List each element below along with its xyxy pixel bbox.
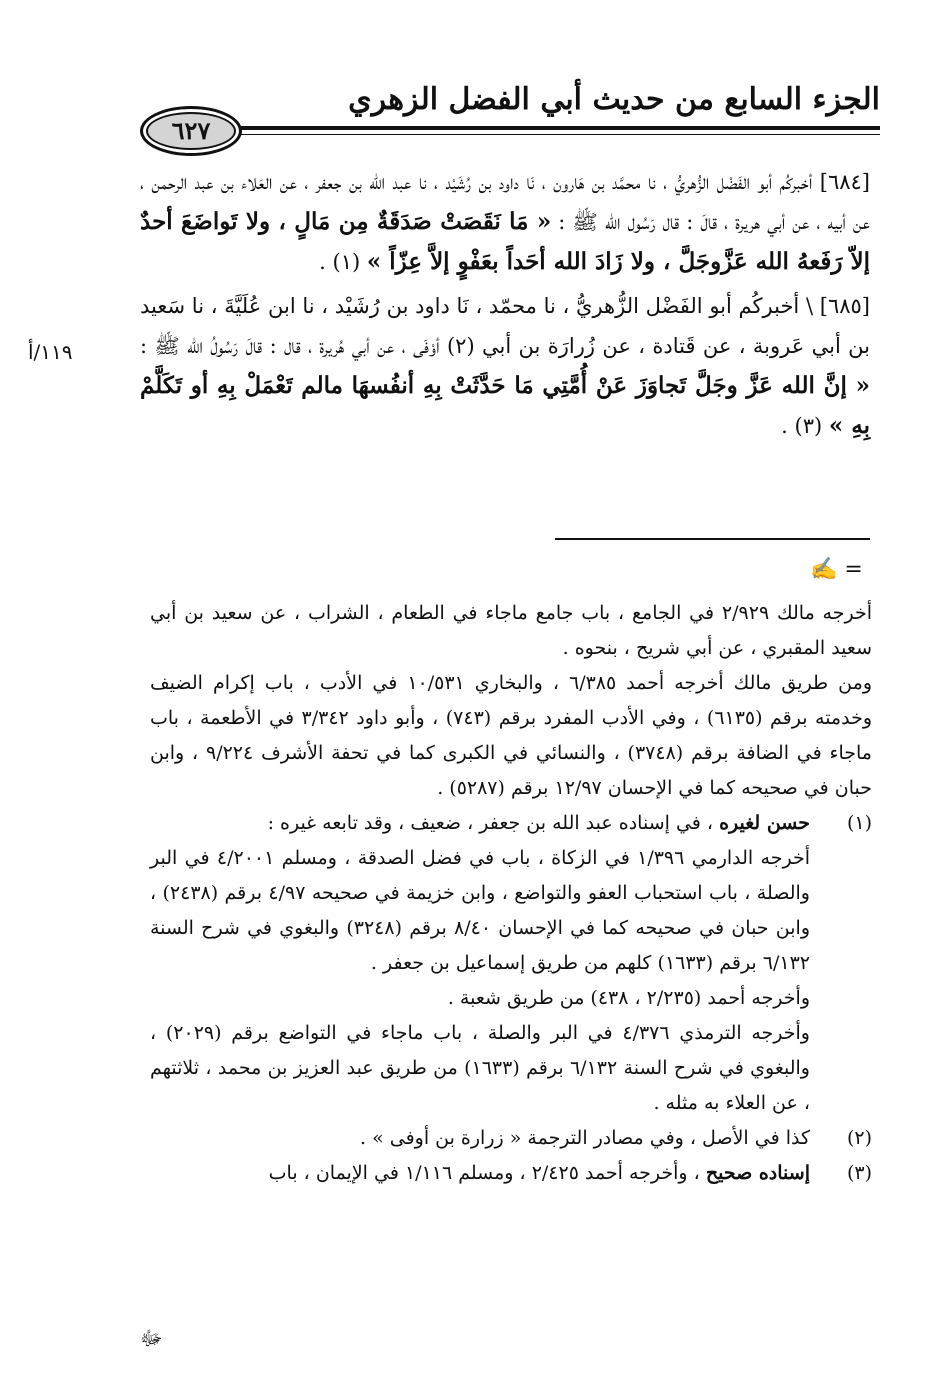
header-rule [180, 126, 880, 130]
main-text [140, 162, 870, 450]
footnote-ref: (٣) . [781, 414, 823, 438]
header-rule-thin [180, 134, 880, 135]
footnote-3 [150, 1156, 872, 1191]
hadith-matn: « مَا نَقَصَتْ صَدَقَةٌ مِن مَالٍ ، ولا تَواضَعَ أحدٌ إلاّ رَفَعهُ الله عَزَّوجَلَّ ، ولا زَادَ الله أحَداً بعَفْوٍ إلاَّ عِزّاً » [140, 208, 870, 275]
margin-folio-note: ١١٩/أ [28, 340, 73, 364]
hadith-684 [140, 162, 870, 282]
hadith-isnad: [٦٨٤] أخبركُم أبو الفَضْل الزُّهريُّ ، نا محمَّد بن هَارون ، نَا داود بن رُشَيْد ، نا عبد الله بن جعفر ، عن العَلاء بن عبد الرحمن ، عن أبيه ، عن أبي هريرة ، قالَ : قال رَسُول الله ﷺ : [140, 170, 870, 234]
footnote-text: ، وأخرجه أحمد ٢/٤٢٥ ، ومسلم ١/١١٦ في الإيمان ، باب [268, 1162, 700, 1184]
catchword-mark: ﷻ [140, 1326, 163, 1350]
page-number: ٦٢٧ [171, 116, 211, 145]
hadith-isnad: [٦٨٥] \ أخبركُم أبو الفَضْل الزُّهريُّ ، نا محمّد ، نَا داود بن رُشَيْد ، نا ابن عُلَيَّةَ ، نا سَعيد بن أبي عَروبة ، عن قَتادة ، عن زُرارَة بن أبي (٢) أوْفَى ، عن أبي هُريرة ، قال : قالَ رَسُولُ الله ﷺ : [140, 294, 870, 358]
footnotes [150, 596, 872, 1191]
hadith-matn: « إنَّ الله عَزَّ وجَلَّ تَجاوَزَ عَنْ أُمَّتِي مَا حَدَّثَتْ بِهِ أنفُسهَا مالم تَعْمَلْ بِهِ أو تَكَلَّمْ بِهِ » [140, 372, 870, 439]
running-header [140, 82, 880, 152]
footnote-grade: حسن لغيره [719, 812, 810, 834]
footnote-number: (٢) [846, 1127, 872, 1149]
footnote-text: ، في إسناده عبد الله بن جعفر ، ضعيف ، وقد تابعه غيره : [267, 812, 714, 834]
footnote-continuation-para: ومن طريق مالك أخرجه أحمد ٦/٣٨٥ ، والبخاري ١٠/٥٣١ في الأدب ، باب إكرام الضيف وخدمته برقم (٦١٣٥) ، وفي الأدب المفرد برقم (٧٤٣) ، وأبو داود ٣/٣٤٢ في الأطعمة ، باب ماجاء في الضافة برقم (٣٧٤٨) ، والنسائي في الكبرى كما في تحفة الأشرف ٩/٢٢٤ ، وابن حبان في صحيحه كما في الإحسان ١٢/٩٧ برقم (٥٢٨٧) . [150, 672, 873, 799]
continuation-mark: = ✍ [810, 557, 863, 582]
footnote-number: (٣) [846, 1162, 872, 1184]
footnote-divider [555, 538, 870, 540]
hadith-685 [140, 286, 870, 446]
footnote-para: وأخرجه أحمد (٢/٢٣٥ ، ٤٣٨) من طريق شعبة . [447, 987, 810, 1009]
footnote-1 [150, 806, 872, 841]
footnote-number: (١) [846, 812, 872, 834]
footnote-2 [150, 1121, 872, 1156]
footnote-grade: إسناده صحيح [705, 1162, 810, 1184]
footnote-para: وأخرجه الترمذي ٤/٣٧٦ في البر والصلة ، باب ماجاء في التواضع برقم (٢٠٢٩) ، والبغوي في شرح السنة ٦/١٣٢ برقم (١٦٣٣) من طريق عبد العزيز بن محمد ، ثلاثتهم ، عن العلاء به مثله . [150, 1022, 810, 1114]
footnote-text: كذا في الأصل ، وفي مصادر الترجمة « زرارة بن أوفى » . [359, 1127, 810, 1149]
footnote-continuation-para: أخرجه مالك ٢/٩٢٩ في الجامع ، باب جامع ماجاء في الطعام ، الشراب ، عن سعيد بن أبي سعيد المقبري ، عن أبي شريح ، بنحوه . [150, 602, 872, 659]
header-title: الجزء السابع من حديث أبي الفضل الزهري [348, 82, 880, 117]
footnote-ref: (١) . [319, 250, 361, 274]
footnote-para: أخرجه الدارمي ١/٣٩٦ في الزكاة ، باب في فضل الصدقة ، ومسلم ٤/٢٠٠١ في البر والصلة ، باب استحباب العفو والتواضع ، وابن خزيمة في صحيحه ٤/٩٧ برقم (٢٤٣٨) ، وابن حبان في صحيحه كما في الإحسان ٨/٤٠ برقم (٣٢٤٨) والبغوي في شرح السنة ٦/١٣٢ برقم (١٦٣٣) كلهم من طريق إسماعيل بن جعفر . [150, 847, 810, 974]
